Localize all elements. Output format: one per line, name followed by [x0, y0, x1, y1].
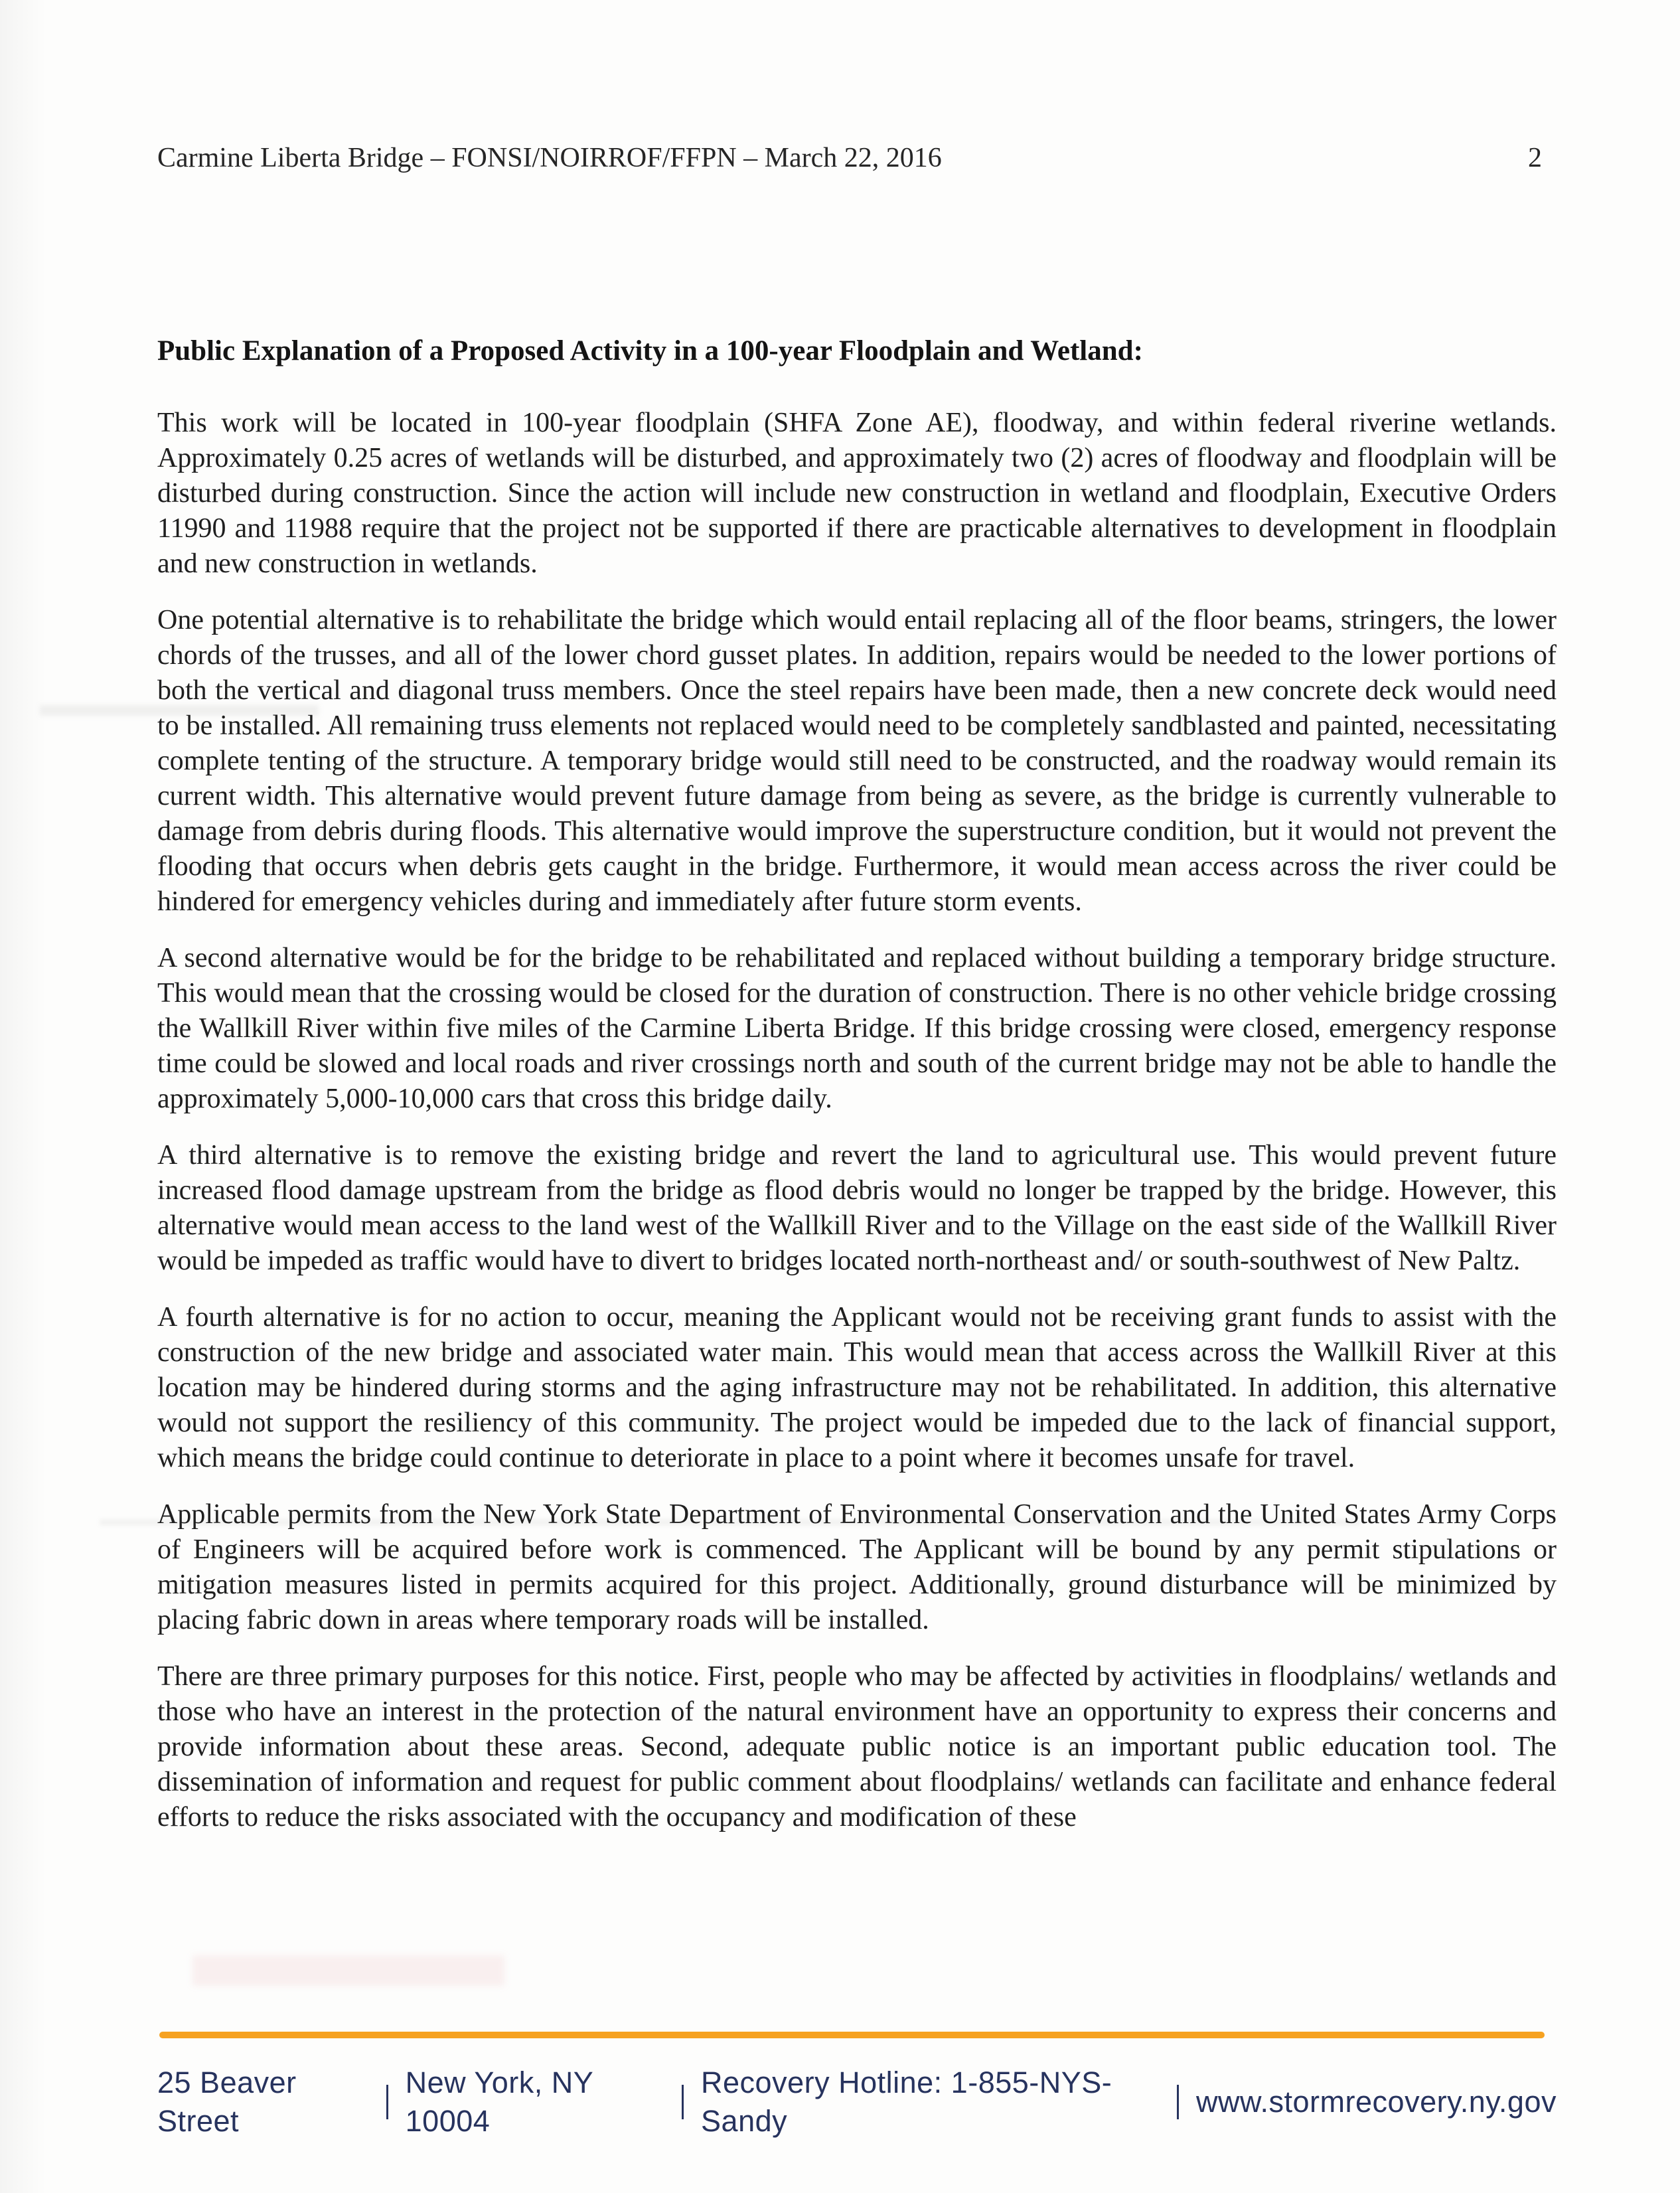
body-paragraph: Applicable permits from the New York State Department of Environmental Conservation and the United States Army Corps of Engineers will be acquired before work is commenced. The Applicant will be bound by any permit stipulations or mitigation measures listed in permits acquired for this project. Additionally, ground disturbance will be minimized by placing fabric down in areas where temporary roads will be installed. — [157, 1499, 1557, 1635]
footer-address: 25 Beaver Street — [157, 2066, 297, 2138]
footer-divider — [682, 2085, 684, 2119]
body-text — [157, 406, 1557, 1835]
body-paragraph: There are three primary purposes for this notice. First, people who may be affected by activities in floodplains/ wetlands and those who have an interest in the protection of the natural environment have an opportunity to express their concerns and provide information about these areas. Second, adequate public notice is an important public education tool. The dissemination of information and request for public comment about floodplains/ wetlands can facilitate and enhance federal efforts to reduce the risks associated with the occupancy and modification of these — [157, 1661, 1557, 1832]
page-footer — [157, 2064, 1557, 2141]
footer-divider — [386, 2085, 388, 2119]
body-paragraph: A second alternative would be for the bridge to be rehabilitated and replaced without building a temporary bridge structure. This would mean that the crossing would be closed for the duration of construction. There is no other vehicle bridge crossing the Wallkill River within five miles of the Carmine Liberta Bridge. If this bridge crossing were closed, emergency response time could be slowed and local roads and river crossings north and south of the current bridge may not be able to handle the approximately 5,000-10,000 cars that cross this bridge daily. — [157, 943, 1557, 1114]
body-paragraph: A third alternative is to remove the existing bridge and revert the land to agricultural use. This would prevent future increased flood damage upstream from the bridge as flood debris would no longer be trapped by the bridge. However, this alternative would mean access to the land west of the Wallkill River and to the Village on the east side of the Wallkill River would be impeded as traffic would have to divert to bridges located north-northeast and/ or south-southwest of New Paltz. — [157, 1140, 1557, 1276]
scan-edge-shade — [0, 0, 46, 2193]
scan-artifact — [192, 1955, 504, 1986]
footer-city: New York, NY 10004 — [405, 2066, 593, 2138]
header-title: Carmine Liberta Bridge – FONSI/NOIRROF/FFPN – March 22, 2016 — [157, 143, 942, 173]
page-header — [157, 141, 1557, 175]
footer-hotline: Recovery Hotline: 1-855-NYS-Sandy — [701, 2066, 1112, 2138]
section-heading: Public Explanation of a Proposed Activity in a 100-year Floodplain and Wetland: — [157, 335, 1143, 366]
body-paragraph: One potential alternative is to rehabilitate the bridge which would entail replacing all of the floor beams, stringers, the lower chords of the trusses, and all of the lower chord gusset plates. In addition, repairs would be needed to the lower portions of both the vertical and diagonal truss members. Once the steel repairs have been made, then a new concrete deck would need to be installed. All remaining truss elements not replaced would need to be completely sandblasted and painted, necessitating complete tenting of the structure. A temporary bridge would still need to be constructed, and the roadway would remain its current width. This alternative would prevent future damage from being as severe, as the bridge is currently vulnerable to damage from debris during floods. This alternative would improve the superstructure condition, but it would not prevent the flooding that occurs when debris gets caught in the bridge. Furthermore, it would mean access across the river could be hindered for emergency vehicles during and immediately after future storm events. — [157, 605, 1557, 917]
footer-divider — [1177, 2085, 1179, 2119]
footer-accent-rule — [159, 2032, 1545, 2038]
footer-website: www.stormrecovery.ny.gov — [1196, 2085, 1557, 2119]
body-paragraph: A fourth alternative is for no action to occur, meaning the Applicant would not be receiving grant funds to assist with the construction of the new bridge and associated water main. This would mean that access across the Wallkill River at this location may be hindered during storms and the aging infrastructure may not be rehabilitated. In addition, this alternative would not support the resiliency of this community. The project would be impeded due to the lack of financial support, which means the bridge could continue to deteriorate in place to a point where it becomes unsafe for travel. — [157, 1302, 1557, 1473]
page-number: 2 — [1528, 143, 1542, 173]
body-paragraph: This work will be located in 100-year floodplain (SHFA Zone AE), floodway, and within federal riverine wetlands. Approximately 0.25 acres of wetlands will be disturbed, and approximately two (2) acres of floodway and floodplain will be disturbed during construction. Since the action will include new construction in wetland and floodplain, Executive Orders 11990 and 11988 require that the project not be supported if there are practicable alternatives to development in floodplain and new construction in wetlands. — [157, 408, 1557, 579]
page-content — [157, 0, 1557, 1835]
